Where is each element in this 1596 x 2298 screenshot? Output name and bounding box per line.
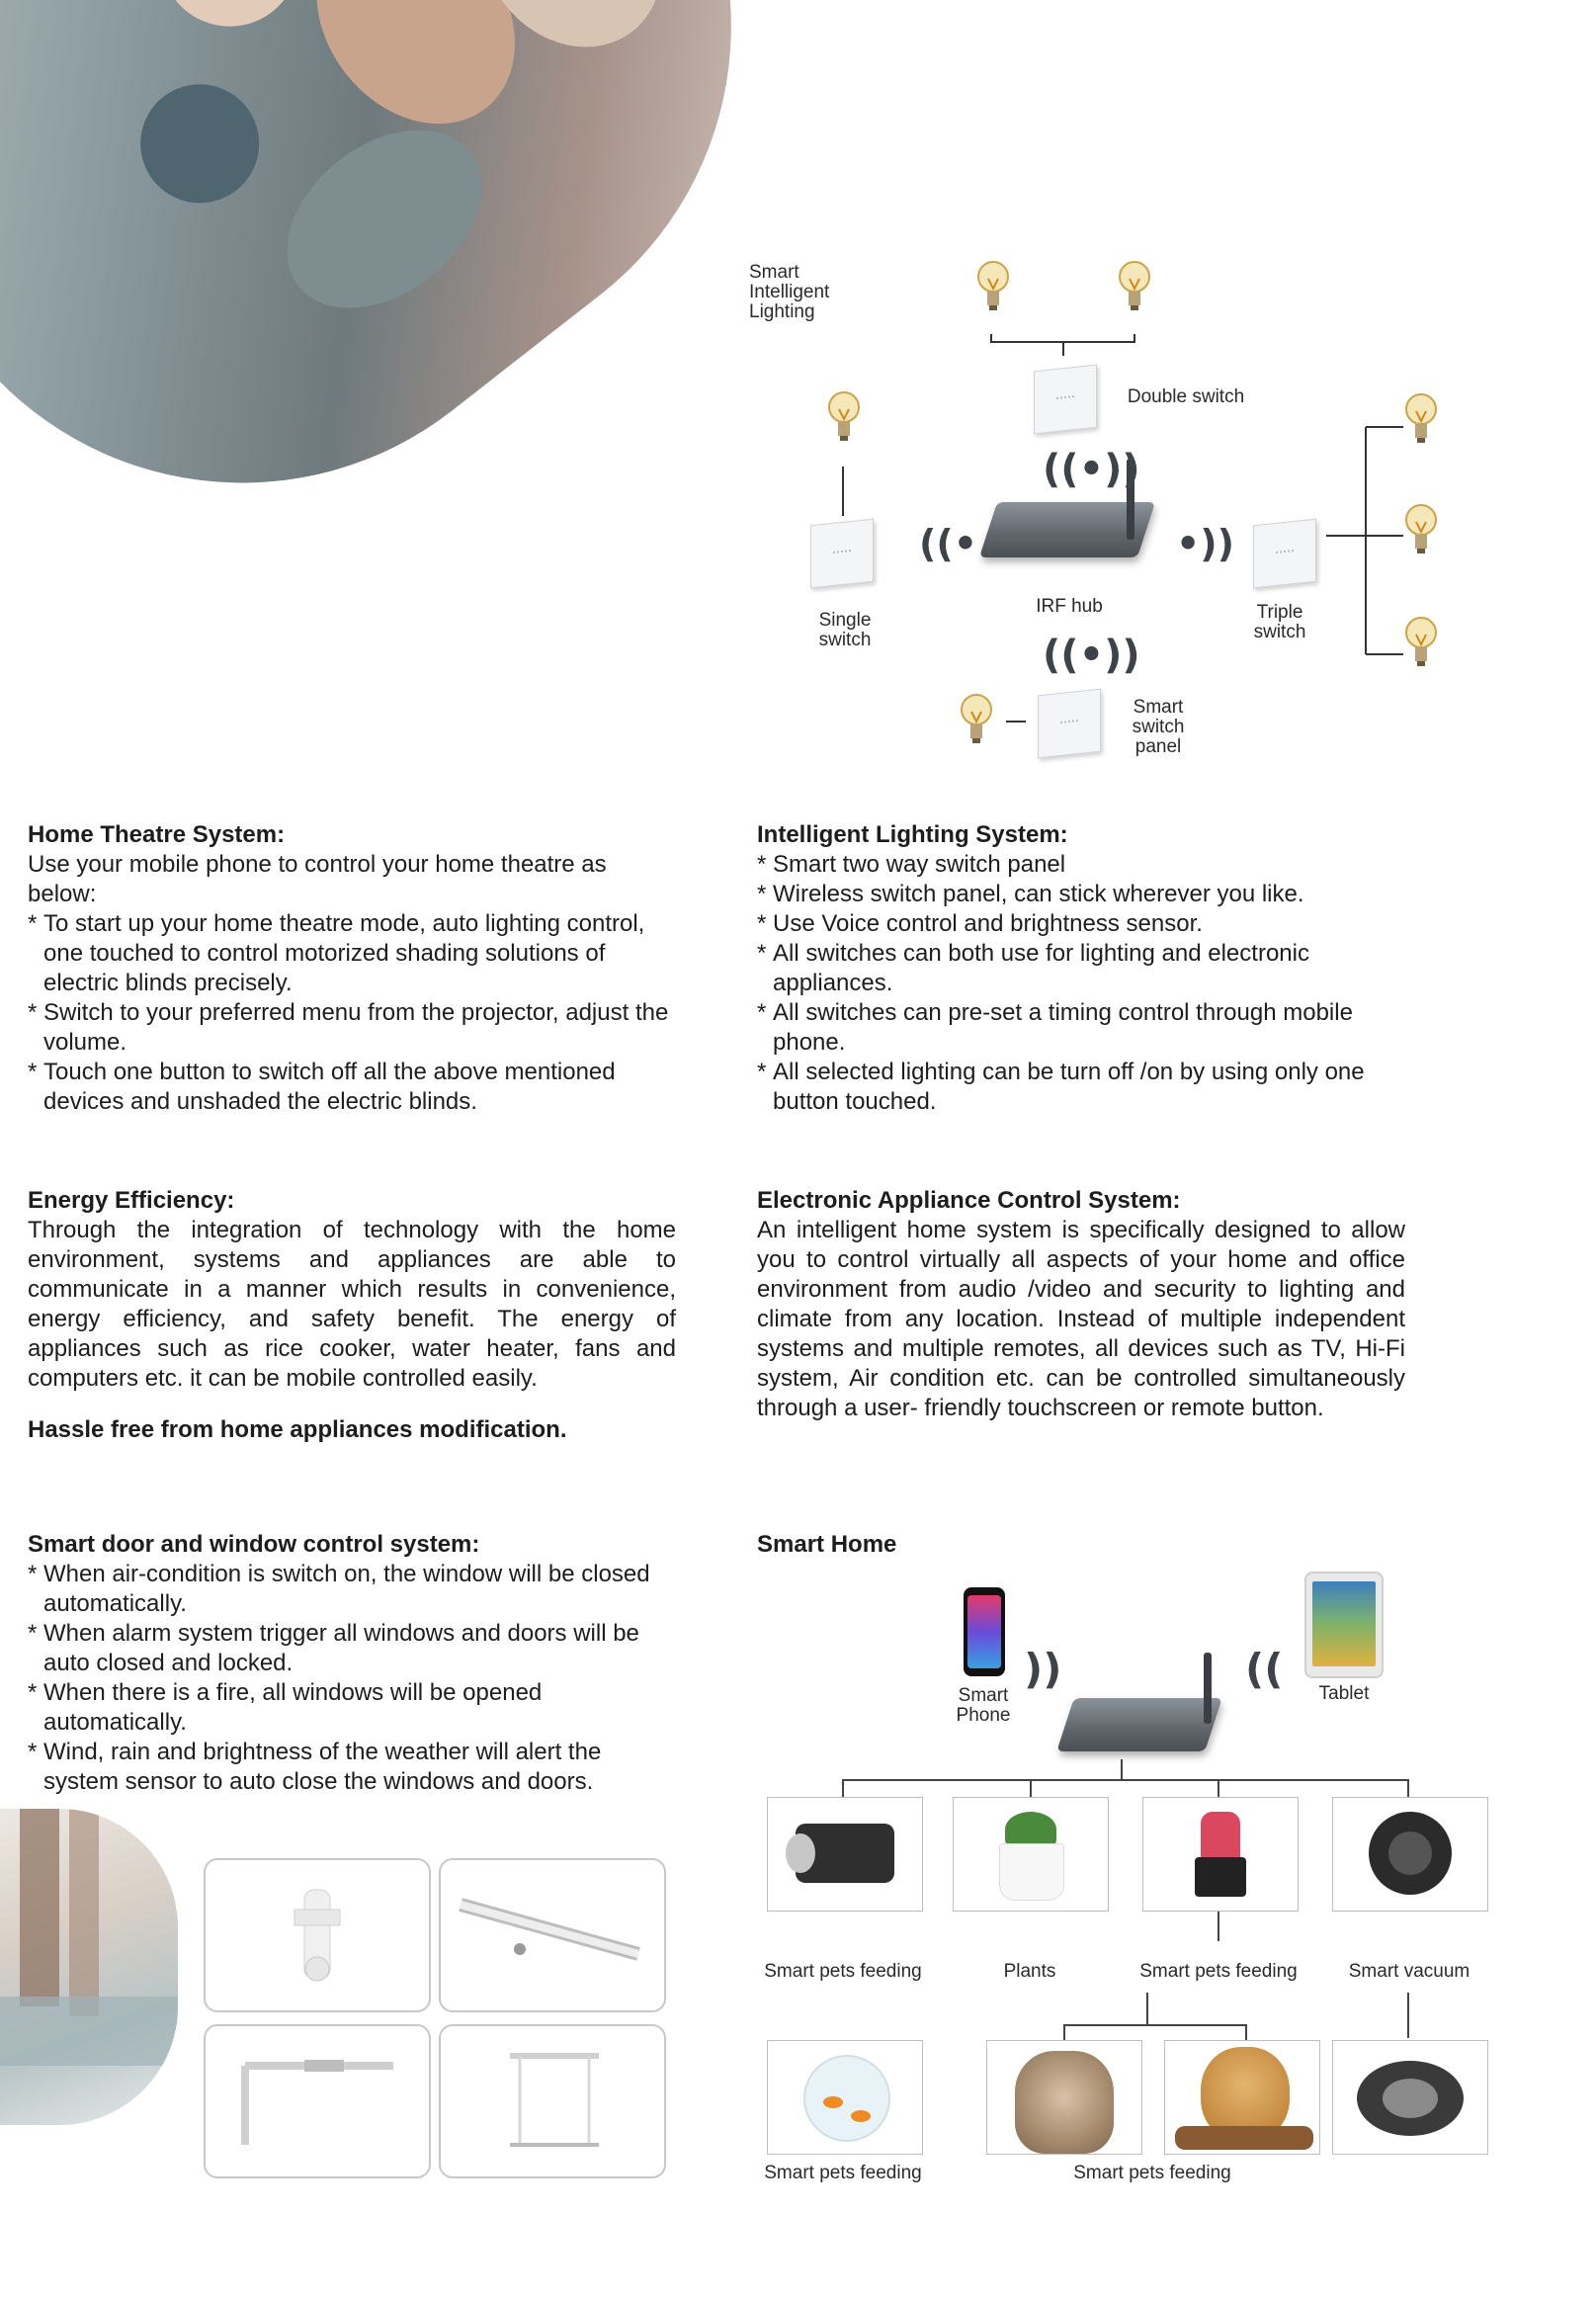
cat-card — [986, 2040, 1142, 2155]
bulb-icon — [826, 389, 862, 447]
connector-line — [842, 1779, 1409, 1781]
bulb-icon — [975, 259, 1011, 316]
connector-line — [1218, 1912, 1219, 1941]
connector-line — [1218, 1779, 1219, 1797]
pet-feeder-card — [1142, 1797, 1299, 1912]
list-item: * Switch to your preferred menu from the projector, adjust the volume. — [28, 998, 680, 1058]
tablet-icon — [1304, 1572, 1384, 1678]
connector-line — [1245, 2024, 1247, 2040]
connector-line — [1063, 2024, 1065, 2040]
card-caption: Plants — [1003, 1961, 1056, 1982]
list-item: * All switches can pre-set a timing control through mobile phone. — [757, 998, 1399, 1058]
connector-line — [1407, 1993, 1409, 2038]
window-rail-image — [204, 2024, 431, 2178]
single-switch-label: Single switch — [818, 610, 872, 650]
connector-line — [1146, 1993, 1148, 2024]
appliance-body: An intelligent home system is specifically designed to allow you to control virtually all aspects of your home and office environment from audio /video and security to lighting and climate from any location. Instead of multiple independent systems and multiple remotes, all devices such as TV, Hi-Fi system, Air condition etc. can be controlled simultaneously through a user- friendly touchscreen or remote button. — [757, 1217, 1405, 1421]
single-switch-panel — [810, 519, 874, 589]
bulb-icon — [1403, 391, 1439, 449]
window-motor-image — [204, 1858, 431, 2012]
fishbowl-card — [767, 2040, 923, 2155]
list-item: * When there is a fire, all windows will be opened automatically. — [28, 1678, 680, 1738]
connector-line — [1121, 1759, 1123, 1779]
wifi-signal-icon: )) — [1024, 1645, 1062, 1693]
hero-family-photo — [0, 0, 869, 621]
lighting-section — [757, 820, 1399, 1117]
list-item: * Wind, rain and brightness of the weather will alert the system sensor to auto close the windows and doors. — [28, 1738, 680, 1797]
appliance-title: Electronic Appliance Control System: — [757, 1187, 1181, 1214]
wifi-signal-icon: ((•)) — [1043, 633, 1140, 678]
connector-line — [1030, 1779, 1032, 1797]
card-caption: Smart pets feeding — [764, 1961, 922, 1982]
triple-switch-panel — [1253, 519, 1316, 589]
connector-line — [842, 1779, 844, 1797]
hub-antenna — [1204, 1653, 1212, 1724]
double-switch-label: Double switch — [1127, 386, 1245, 407]
smartphone-label: Smart Phone — [956, 1685, 1011, 1726]
triple-switch-label: Triple switch — [1253, 602, 1306, 642]
bulb-icon — [1403, 615, 1439, 672]
wifi-signal-icon: •)) — [1176, 522, 1235, 565]
vacuum-card — [1332, 1797, 1488, 1912]
appliance-section — [757, 1186, 1405, 1423]
bulb-icon — [1117, 259, 1152, 316]
energy-body: Through the integration of technology with the home environment, systems and appliances are able to communicate in a manner which results in convenience, energy efficiency, and safety benefit. The energy of appliances such as rice cooker, water heater, fans and computers etc. it can be mobile controlled easily. — [28, 1217, 676, 1392]
window-track-image — [439, 1858, 666, 2012]
diagram-title: Smart Intelligent Lighting — [749, 262, 830, 322]
smartphone-icon — [964, 1587, 1005, 1676]
card-caption: Smart vacuum — [1348, 1961, 1470, 1982]
home-theatre-title: Home Theatre System: — [28, 821, 286, 848]
list-item: * All selected lighting can be turn off /on by using only one button touched. — [757, 1058, 1399, 1117]
list-item: * Use Voice control and brightness sensor. — [757, 909, 1399, 939]
smart-home-title: Smart Home — [757, 1531, 897, 1558]
connector-line — [1063, 2024, 1247, 2026]
bulb-icon — [959, 692, 994, 749]
plants-card — [953, 1797, 1109, 1912]
energy-section — [28, 1186, 676, 1445]
smart-switch-panel — [1038, 689, 1101, 759]
tablet-label: Tablet — [1318, 1683, 1370, 1704]
card-caption: Smart pets feeding — [1073, 2163, 1231, 2183]
smart-home-hub — [1056, 1698, 1222, 1751]
list-item: * When alarm system trigger all windows and doors will be auto closed and locked. — [28, 1619, 680, 1678]
wifi-signal-icon: ((•)) — [1043, 447, 1140, 492]
home-theatre-section — [28, 820, 680, 1117]
smart-switch-panel-label: Smart switch panel — [1132, 697, 1185, 757]
irf-hub-label: IRF hub — [1036, 596, 1103, 617]
list-item: * All switches can both use for lighting and electronic appliances. — [757, 939, 1399, 998]
door-window-section — [28, 1530, 680, 1797]
bulb-icon — [1403, 502, 1439, 559]
smart-home-section — [757, 1530, 1053, 1560]
robot-vacuum-card — [1332, 2040, 1488, 2155]
double-switch-panel — [1034, 365, 1097, 435]
dog-card — [1164, 2040, 1320, 2155]
home-theatre-intro: Use your mobile phone to control your home theatre as below: — [28, 851, 607, 907]
window-arm-image — [439, 2024, 666, 2178]
wifi-signal-icon: (( — [1245, 1645, 1284, 1693]
list-item: * To start up your home theatre mode, auto lighting control, one touched to control motorized shading solutions of electric blinds precisely. — [28, 909, 680, 998]
list-item: * Wireless switch panel, can stick wherever you like. — [757, 880, 1399, 909]
door-window-title: Smart door and window control system: — [28, 1531, 480, 1558]
pet-feeder-card — [767, 1797, 923, 1912]
energy-tagline: Hassle free from home appliances modification. — [28, 1416, 567, 1443]
lighting-title: Intelligent Lighting System: — [757, 821, 1068, 848]
energy-title: Energy Efficiency: — [28, 1187, 235, 1214]
card-caption: Smart pets feeding — [764, 2163, 922, 2183]
list-item: * Smart two way switch panel — [757, 850, 1399, 880]
list-item: * When air-condition is switch on, the window will be closed automatically. — [28, 1560, 680, 1619]
list-item: * Touch one button to switch off all the above mentioned devices and unshaded the electric blinds. — [28, 1058, 680, 1117]
card-caption: Smart pets feeding — [1139, 1961, 1298, 1982]
connector-line — [1407, 1779, 1409, 1797]
wifi-signal-icon: ((• — [919, 522, 978, 565]
window-room-photo — [0, 1809, 178, 2125]
